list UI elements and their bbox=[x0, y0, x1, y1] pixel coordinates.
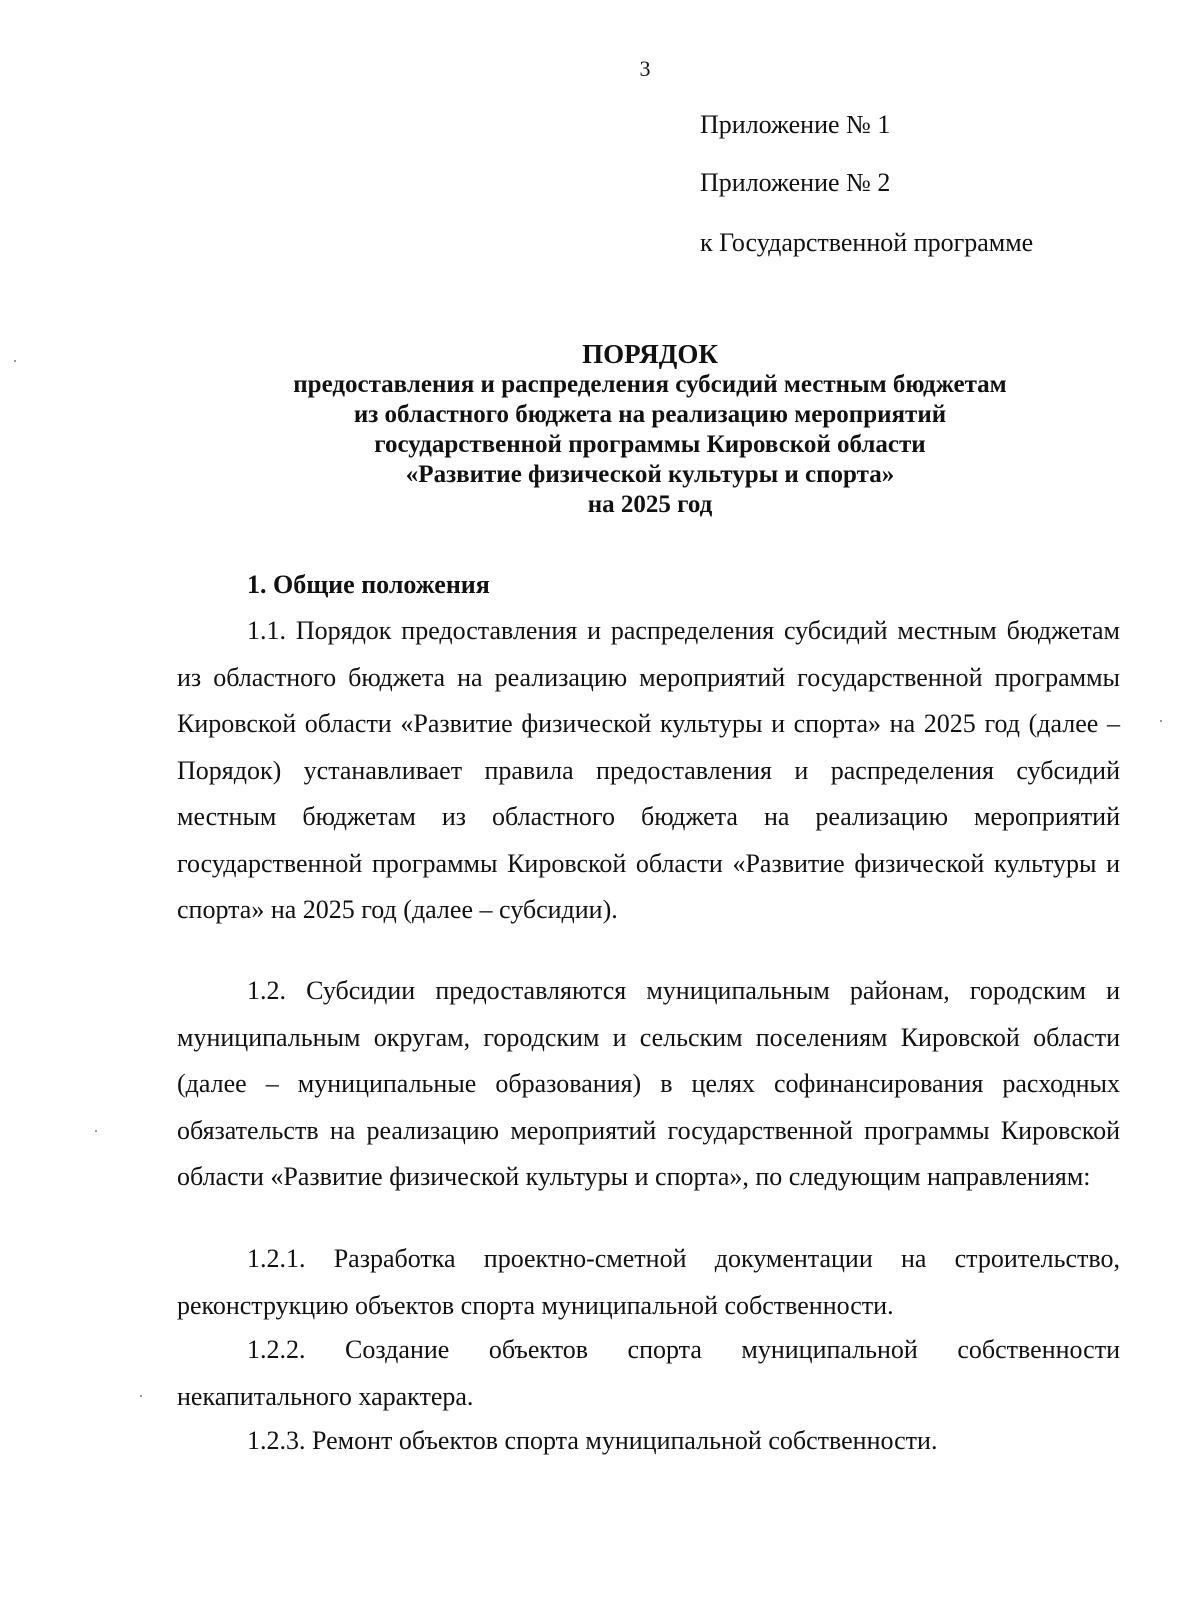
paragraph-1-2: 1.2. Субсидии предоставляются муниципальным районам, городским и муниципальным округам, городским и сельским поселениям Кировской области (далее – муниципальные образования) в целях софинансирования расходных обязательств на реализацию мероприятий государственной программы Кировской области «Развитие физической культуры и спорта», по следующим направлениям: bbox=[177, 976, 1120, 1191]
title-line-3: государственной программы Кировской области bbox=[374, 431, 926, 458]
scan-speck bbox=[140, 1395, 142, 1397]
page-number: 3 bbox=[639, 56, 651, 81]
annex-line-1: Приложение № 1 bbox=[700, 110, 891, 139]
paragraph-1-2-2: 1.2.2. Создание объектов спорта муниципальной собственности некапитального характера. bbox=[177, 1335, 1120, 1411]
annex-line-3: к Государственной программе bbox=[700, 228, 1034, 257]
title-main: ПОРЯДОК bbox=[582, 339, 718, 369]
paragraph-1-2-3: 1.2.3. Ремонт объектов спорта муниципальной собственности. bbox=[247, 1426, 938, 1455]
scan-speck bbox=[1160, 720, 1162, 722]
section-heading: 1. Общие положения bbox=[247, 570, 490, 599]
title-line-4: «Развитие физической культуры и спорта» bbox=[405, 461, 895, 488]
title-line-5: на 2025 год bbox=[587, 491, 713, 518]
annex-line-2: Приложение № 2 bbox=[700, 168, 891, 197]
title-line-2: из областного бюджета на реализацию мероприятий bbox=[353, 401, 947, 428]
scan-speck bbox=[95, 1130, 97, 1132]
title-line-1: предоставления и распределения субсидий местным бюджетам bbox=[293, 371, 1007, 398]
document-title bbox=[180, 338, 1120, 520]
scan-speck bbox=[14, 360, 16, 362]
paragraph-1-1: 1.1. Порядок предоставления и распределения субсидий местным бюджетам из областного бюджета на реализацию мероприятий государственной программы Кировской области «Развитие физической культуры и спорта» на 2025 год (далее – Порядок) устанавливает правила предоставления и распределения субсидий местным бюджетам из областного бюджета на реализацию мероприятий государственной программы Кировской области «Развитие физической культуры и спорта» на 2025 год (далее – субсидии). bbox=[177, 616, 1120, 924]
paragraph-1-2-1: 1.2.1. Разработка проектно-сметной документации на строительство, реконструкцию объектов спорта муниципальной собственности. bbox=[177, 1244, 1120, 1320]
